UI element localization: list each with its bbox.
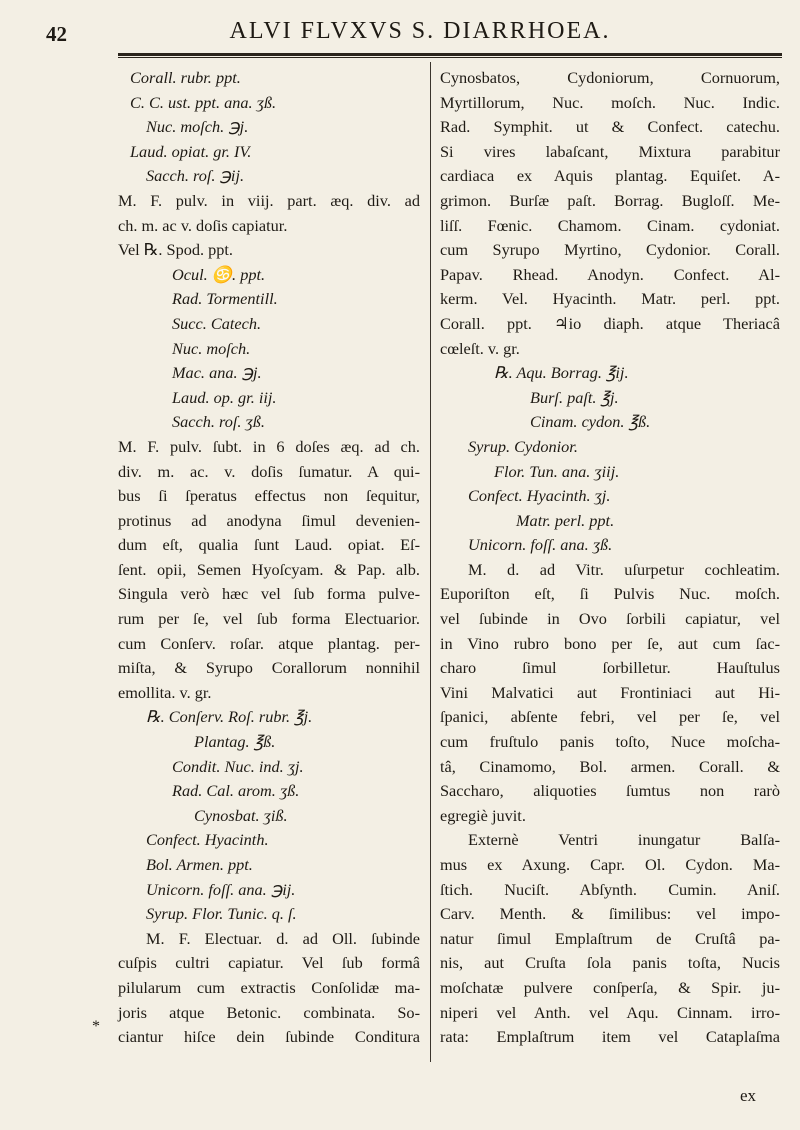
- left-column-text-line: Plantag. ℥ß.: [194, 732, 276, 752]
- left-column-text-line: Condit. Nuc. ind. ʒj.: [172, 756, 304, 776]
- right-column-text-line: egregiè juvit.: [440, 805, 526, 825]
- right-column-text-line: cum fruſtulo panis toſto, Nuce moſcha-: [440, 732, 780, 752]
- left-column-text-line: Singula verò hæc vel ſub forma pulve-: [118, 584, 420, 604]
- left-column-text-line: Sacch. roſ. ʒß.: [172, 412, 265, 432]
- right-column-text-line: Cinam. cydon. ℥ß.: [530, 412, 651, 432]
- right-column-text-line: grimon. Burſæ paſt. Borrag. Bugloſſ. Me-: [440, 190, 780, 210]
- header-rule-thin: [118, 57, 782, 58]
- left-column-text-line: M. F. Electuar. d. ad Oll. ſubinde: [146, 928, 420, 948]
- left-column-text-line: ch. m. ac v. doſis capiatur.: [118, 215, 288, 235]
- left-column-text-line: M. F. pulv. ſubt. in 6 doſes æq. ad ch.: [118, 436, 420, 456]
- right-column-text-line: ſtich. Nuciſt. Abſynth. Cumin. Aniſ.: [440, 879, 780, 899]
- right-column-text-line: vel ſubinde in Ovo ſorbili capiatur, vel: [440, 609, 780, 629]
- header-rule: [118, 53, 782, 56]
- right-column-text-line: Unicorn. foſſ. ana. ʒß.: [468, 535, 613, 555]
- left-column-text-line: ſent. opii, Semen Hyoſcyam. & Pap. alb.: [118, 559, 420, 579]
- right-column-text-line: Carv. Menth. & ſimilibus: vel impo-: [440, 904, 780, 924]
- left-column-text-line: ciantur hiſce dein ſubinde Conditura: [118, 1027, 420, 1047]
- right-column: [440, 66, 780, 1050]
- right-column-text-line: Euporiſton eſt, ſi Pulvis Nuc. moſch.: [440, 584, 780, 604]
- left-column-text-line: Laud. opiat. gr. IV.: [130, 141, 252, 161]
- right-column-text-line: in Vino rubro bono per ſe, aut cum ſac-: [440, 633, 780, 653]
- left-column-text-line: Cynosbat. ʒiß.: [194, 805, 288, 825]
- right-column-text-line: natur ſimul Emplaſtrum de Cruſtâ pa-: [440, 928, 780, 948]
- left-column-text-line: Succ. Catech.: [172, 313, 262, 333]
- catchword: ex: [740, 1086, 757, 1105]
- right-column-text-line: kerm. Vel. Hyacinth. Matr. perl. ppt.: [440, 289, 780, 309]
- left-column-text-line: Laud. op. gr. iij.: [172, 387, 277, 407]
- right-column-text-line: Cynosbatos, Cydoniorum, Cornuorum,: [440, 68, 780, 87]
- left-column-text-line: C. C. ust. ppt. ana. ʒß.: [130, 92, 277, 112]
- right-column-text-line: charo ſimul ſorbilletur. Hauſtulus: [440, 658, 780, 678]
- right-column-text-line: Rad. Symphit. ut & Confect. catechu.: [440, 117, 780, 137]
- right-column-text-line: liſſ. Fœnic. Chamom. Cinam. cydoniat.: [440, 215, 780, 235]
- right-column-text-line: Matr. perl. ppt.: [516, 510, 615, 530]
- left-column-text-line: Nuc. moſch. ℈j.: [146, 117, 249, 137]
- right-column-text-line: ℞. Aqu. Borrag. ℥ij.: [494, 363, 629, 383]
- right-column-text-line: cum Syrupo Myrtino, Cydonior. Corall.: [440, 240, 780, 260]
- right-column-text-line: Corall. ppt. ♃io diaph. atque Theriacâ: [440, 313, 780, 333]
- left-column-text-line: Nuc. moſch.: [172, 338, 251, 358]
- left-column-text-line: Sacch. roſ. ℈ij.: [146, 166, 245, 186]
- left-column-text-line: Corall. rubr. ppt.: [130, 68, 241, 87]
- left-column-text-line: emollita. v. gr.: [118, 682, 212, 702]
- right-column-text-line: Syrup. Cydonior.: [468, 436, 578, 456]
- left-column-text-line: Unicorn. foſſ. ana. ℈ij.: [146, 879, 296, 899]
- left-column-text-line: M. F. pulv. in viij. part. æq. div. ad: [118, 190, 420, 210]
- right-column-text-line: ſpanici, abſente febri, vel per ſe, vel: [440, 707, 780, 727]
- left-column: [118, 66, 420, 1050]
- right-column-text-line: niperi vel Anth. vel Aqu. Cinnam. irro-: [440, 1002, 780, 1022]
- left-column-text-line: bus ſi ſperatus effectus non ſequitur,: [118, 486, 420, 506]
- right-column-text-line: Confect. Hyacinth. ʒj.: [468, 486, 611, 506]
- right-column-text-line: cœleſt. v. gr.: [440, 338, 520, 358]
- right-column-text-line: Si vires labaſcant, Mixtura parabitur: [440, 141, 780, 161]
- running-title: ALVI FLVXVS S. DIARRHOEA.: [229, 18, 611, 44]
- right-column-text-line: mus ex Axung. Capr. Ol. Cydon. Ma-: [440, 855, 780, 874]
- left-column-text-line: Ocul. ♋. ppt.: [172, 264, 266, 284]
- left-column-text-line: miſta, & Syrupo Corallorum nonnihil: [118, 658, 420, 678]
- right-column-text-line: Externè Ventri inungatur Balſa-: [468, 830, 780, 850]
- left-column-text-line: pilularum cum extractis Conſolidæ ma-: [118, 977, 420, 997]
- page-number: 42: [46, 22, 67, 46]
- left-column-text-line: Rad. Tormentill.: [172, 289, 278, 309]
- right-column-text-line: Myrtillorum, Nuc. moſch. Nuc. Indic.: [440, 92, 780, 112]
- right-column-text-line: nis, aut Cruſta ſola panis toſta, Nucis: [440, 953, 780, 973]
- left-column-text-line: Vel ℞. Spod. ppt.: [118, 240, 234, 260]
- left-column-text-line: Bol. Armen. ppt.: [146, 855, 253, 874]
- marginal-mark: *: [92, 1018, 100, 1035]
- left-column-text-line: cum Conſerv. roſar. atque plantag. per-: [118, 633, 420, 653]
- left-column-text-line: ℞. Conſerv. Roſ. rubr. ℥j.: [146, 707, 313, 727]
- left-column-text-line: cuſpis cultri capiatur. Vel ſub formâ: [118, 953, 420, 973]
- right-column-text-line: M. d. ad Vitr. uſurpetur cochleatim.: [468, 559, 780, 579]
- right-column-text-line: Papav. Rhead. Anodyn. Confect. Al-: [440, 264, 780, 284]
- left-column-text-line: Syrup. Flor. Tunic. q. ſ.: [146, 904, 297, 924]
- left-column-text-line: joris atque Betonic. combinata. So-: [118, 1002, 420, 1022]
- right-column-text-line: Vini Malvatici aut Frontiniaci aut Hi-: [440, 682, 780, 702]
- right-column-text-line: tâ, Cinamomo, Bol. armen. Corall. &: [440, 756, 780, 776]
- left-column-text-line: Mac. ana. ℈j.: [172, 363, 262, 383]
- right-column-text-line: Saccharo, aliquoties ſumtus non rarò: [440, 781, 780, 801]
- left-column-text-line: div. m. ac. v. doſis ſumatur. A qui-: [118, 461, 420, 481]
- left-column-text-line: Rad. Cal. arom. ʒß.: [172, 781, 300, 801]
- left-column-text-line: protinus ad anodyna ſimul devenien-: [118, 510, 420, 530]
- right-column-text-line: Flor. Tun. ana. ʒiij.: [494, 461, 620, 481]
- right-column-text-line: cardiaca ex Aquis plantag. Equiſet. A-: [440, 166, 780, 186]
- right-column-text-line: moſchatæ pulvere conſperſa, & Spir. ju-: [440, 977, 780, 997]
- left-column-text-line: rum per ſe, vel ſub forma Electuarior.: [118, 609, 420, 629]
- right-column-text-line: Burſ. paſt. ℥j.: [530, 387, 619, 407]
- right-column-text-line: rata: Emplaſtrum item vel Cataplaſma: [440, 1027, 780, 1047]
- left-column-text-line: dum eſt, qualia ſunt Laud. opiat. Eſ-: [118, 535, 420, 555]
- left-column-text-line: Confect. Hyacinth.: [146, 830, 269, 850]
- column-divider: [430, 62, 431, 1062]
